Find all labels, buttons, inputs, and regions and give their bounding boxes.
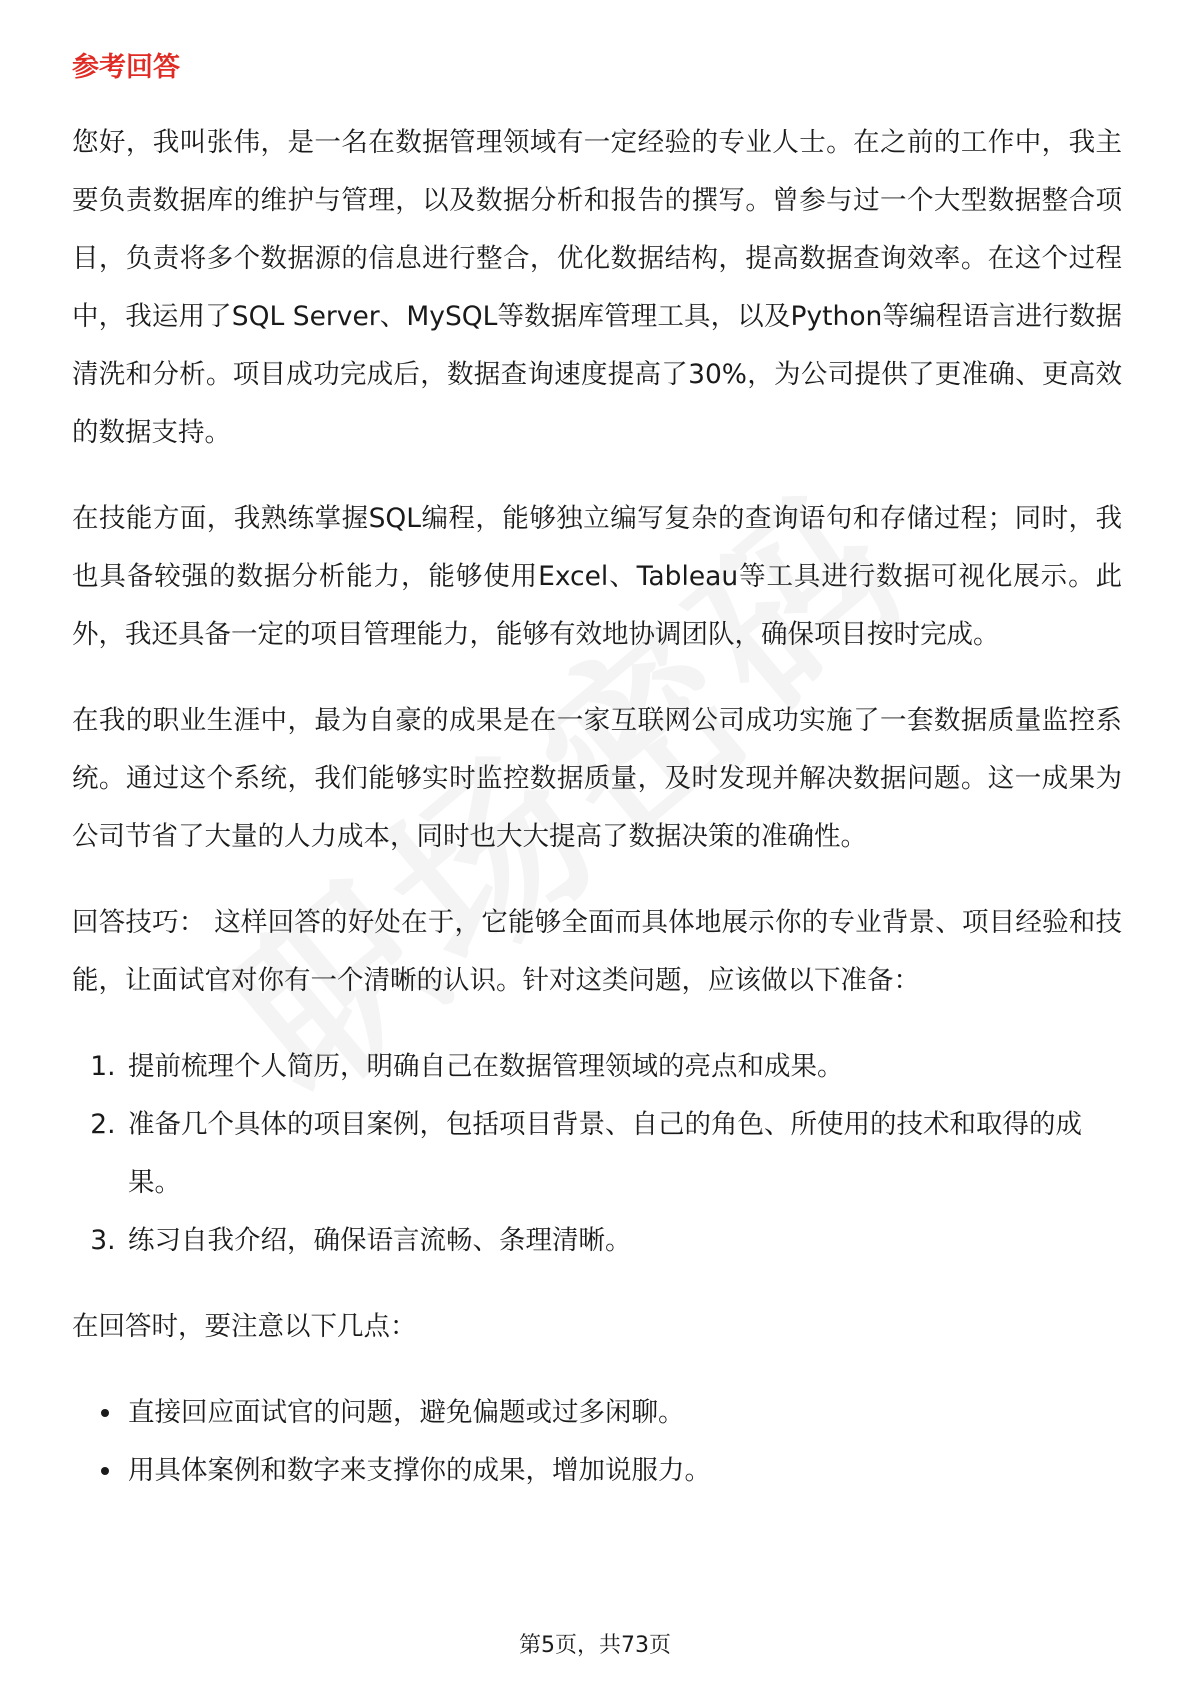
page-number: 第5页，共73页 [519,1633,671,1658]
list-item: 1. 提前梳理个人简历，明确自己在数据管理领域的亮点和成果。 [124,1038,1122,1096]
list-item: 3. 练习自我介绍，确保语言流畅、条理清晰。 [124,1212,1122,1270]
notes-list [72,1384,1122,1500]
list-item: • 直接回应面试官的问题，避免偏题或过多闲聊。 [124,1384,1122,1442]
paragraph-skills: 在技能方面，我熟练掌握SQL编程，能够独立编写复杂的查询语句和存储过程；同时，我也具备较强的数据分析能力，能够使用Excel、Tableau等工具进行数据可视化展示。此外，我还具备一定的项目管理能力，能够有效地协调团队，确保项目按时完成。 [72,503,1122,650]
paragraph-notes-intro: 在回答时，要注意以下几点： [72,1311,417,1342]
paragraph-tips: 回答技巧： 这样回答的好处在于，它能够全面而具体地展示你的专业背景、项目经验和技能，让面试官对你有一个清晰的认识。针对这类问题，应该做以下准备： [72,907,1122,996]
document-body [72,48,1122,1500]
paragraph-achievement: 在我的职业生涯中，最为自豪的成果是在一家互联网公司成功实施了一套数据质量监控系统。通过这个系统，我们能够实时监控数据质量，及时发现并解决数据问题。这一成果为公司节省了大量的人力成本，同时也大大提高了数据决策的准确性。 [72,705,1122,852]
paragraph-intro: 您好，我叫张伟，是一名在数据管理领域有一定经验的专业人士。在之前的工作中，我主要负责数据库的维护与管理，以及数据分析和报告的撰写。曾参与过一个大型数据整合项目，负责将多个数据源的信息进行整合，优化数据结构，提高数据查询效率。在这个过程中，我运用了SQL Server、MySQL等数据库管理工具，以及Python等编程语言进行数据清洗和分析。项目成功完成后，数据查询速度提高了30%，为公司提供了更准确、更高效的数据支持。 [72,127,1122,448]
list-item: 2. 准备几个具体的项目案例，包括项目背景、自己的角色、所使用的技术和取得的成果。 [124,1096,1122,1212]
preparation-list [72,1038,1122,1270]
list-item: • 用具体案例和数字来支撑你的成果，增加说服力。 [124,1442,1122,1500]
section-heading: 参考回答 [72,52,180,83]
